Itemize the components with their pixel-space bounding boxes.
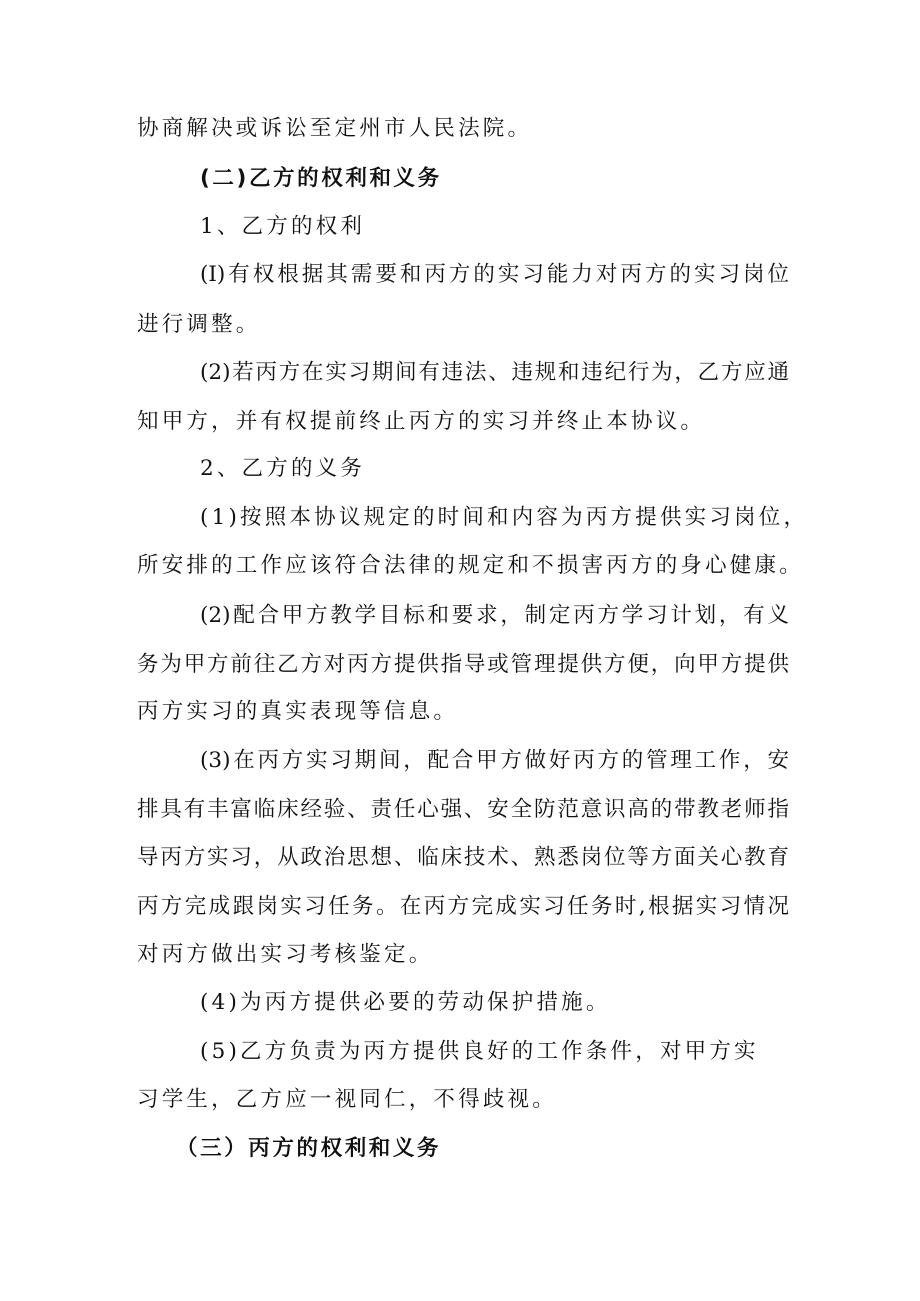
- section-heading-party-c: （三）丙方的权利和义务: [176, 1136, 442, 1161]
- paragraph-line: (5)乙方负责为丙方提供良好的工作条件，对甲方实: [200, 1039, 759, 1064]
- section-heading-party-b: (二)乙方的权利和义务: [200, 166, 442, 191]
- paragraph-line: 务为甲方前往乙方对丙方提供指导或管理提供方便，向甲方提供: [137, 652, 789, 677]
- paragraph-line: (1)按照本协议规定的时间和内容为丙方提供实习岗位，: [200, 505, 809, 530]
- paragraph-line: 所安排的工作应该符合法律的规定和不损害丙方的身心健康。: [137, 553, 804, 578]
- subheading-party-b-obligations: 2、乙方的义务: [200, 456, 366, 481]
- paragraph-line: 对丙方做出实习考核鉴定。: [137, 942, 434, 967]
- paragraph-line: 知甲方，并有权提前终止丙方的实习并终止本协议。: [137, 409, 706, 434]
- paragraph-line: 排具有丰富临床经验、责任心强、安全防范意识高的带教老师指: [137, 797, 789, 822]
- paragraph-line: 导丙方实习，从政治思想、临床技术、熟悉岗位等方面关心教育: [137, 845, 789, 870]
- paragraph-line: (4)为丙方提供必要的劳动保护措施。: [200, 990, 611, 1015]
- paragraph-line: 进行调整。: [137, 312, 261, 337]
- paragraph-line: 丙方完成跟岗实习任务。在丙方完成实习任务时,根据实习情况: [137, 894, 789, 919]
- paragraph-line: (2)配合甲方教学目标和要求，制定丙方学习计划，有义: [200, 603, 789, 628]
- paragraph-line: 协商解决或诉讼至定州市人民法院。: [137, 116, 533, 141]
- paragraph-line: (2)若丙方在实习期间有违法、违规和违纪行为，乙方应通: [200, 360, 789, 385]
- subheading-party-b-rights: 1、乙方的权利: [200, 214, 366, 239]
- paragraph-line: (I)有权根据其需要和丙方的实习能力对丙方的实习岗位: [200, 262, 789, 287]
- paragraph-line: (3)在丙方实习期间，配合甲方做好丙方的管理工作，安: [200, 748, 789, 773]
- paragraph-line: 丙方实习的真实表现等信息。: [137, 699, 459, 724]
- paragraph-line: 习学生，乙方应一视同仁，不得歧视。: [137, 1087, 557, 1112]
